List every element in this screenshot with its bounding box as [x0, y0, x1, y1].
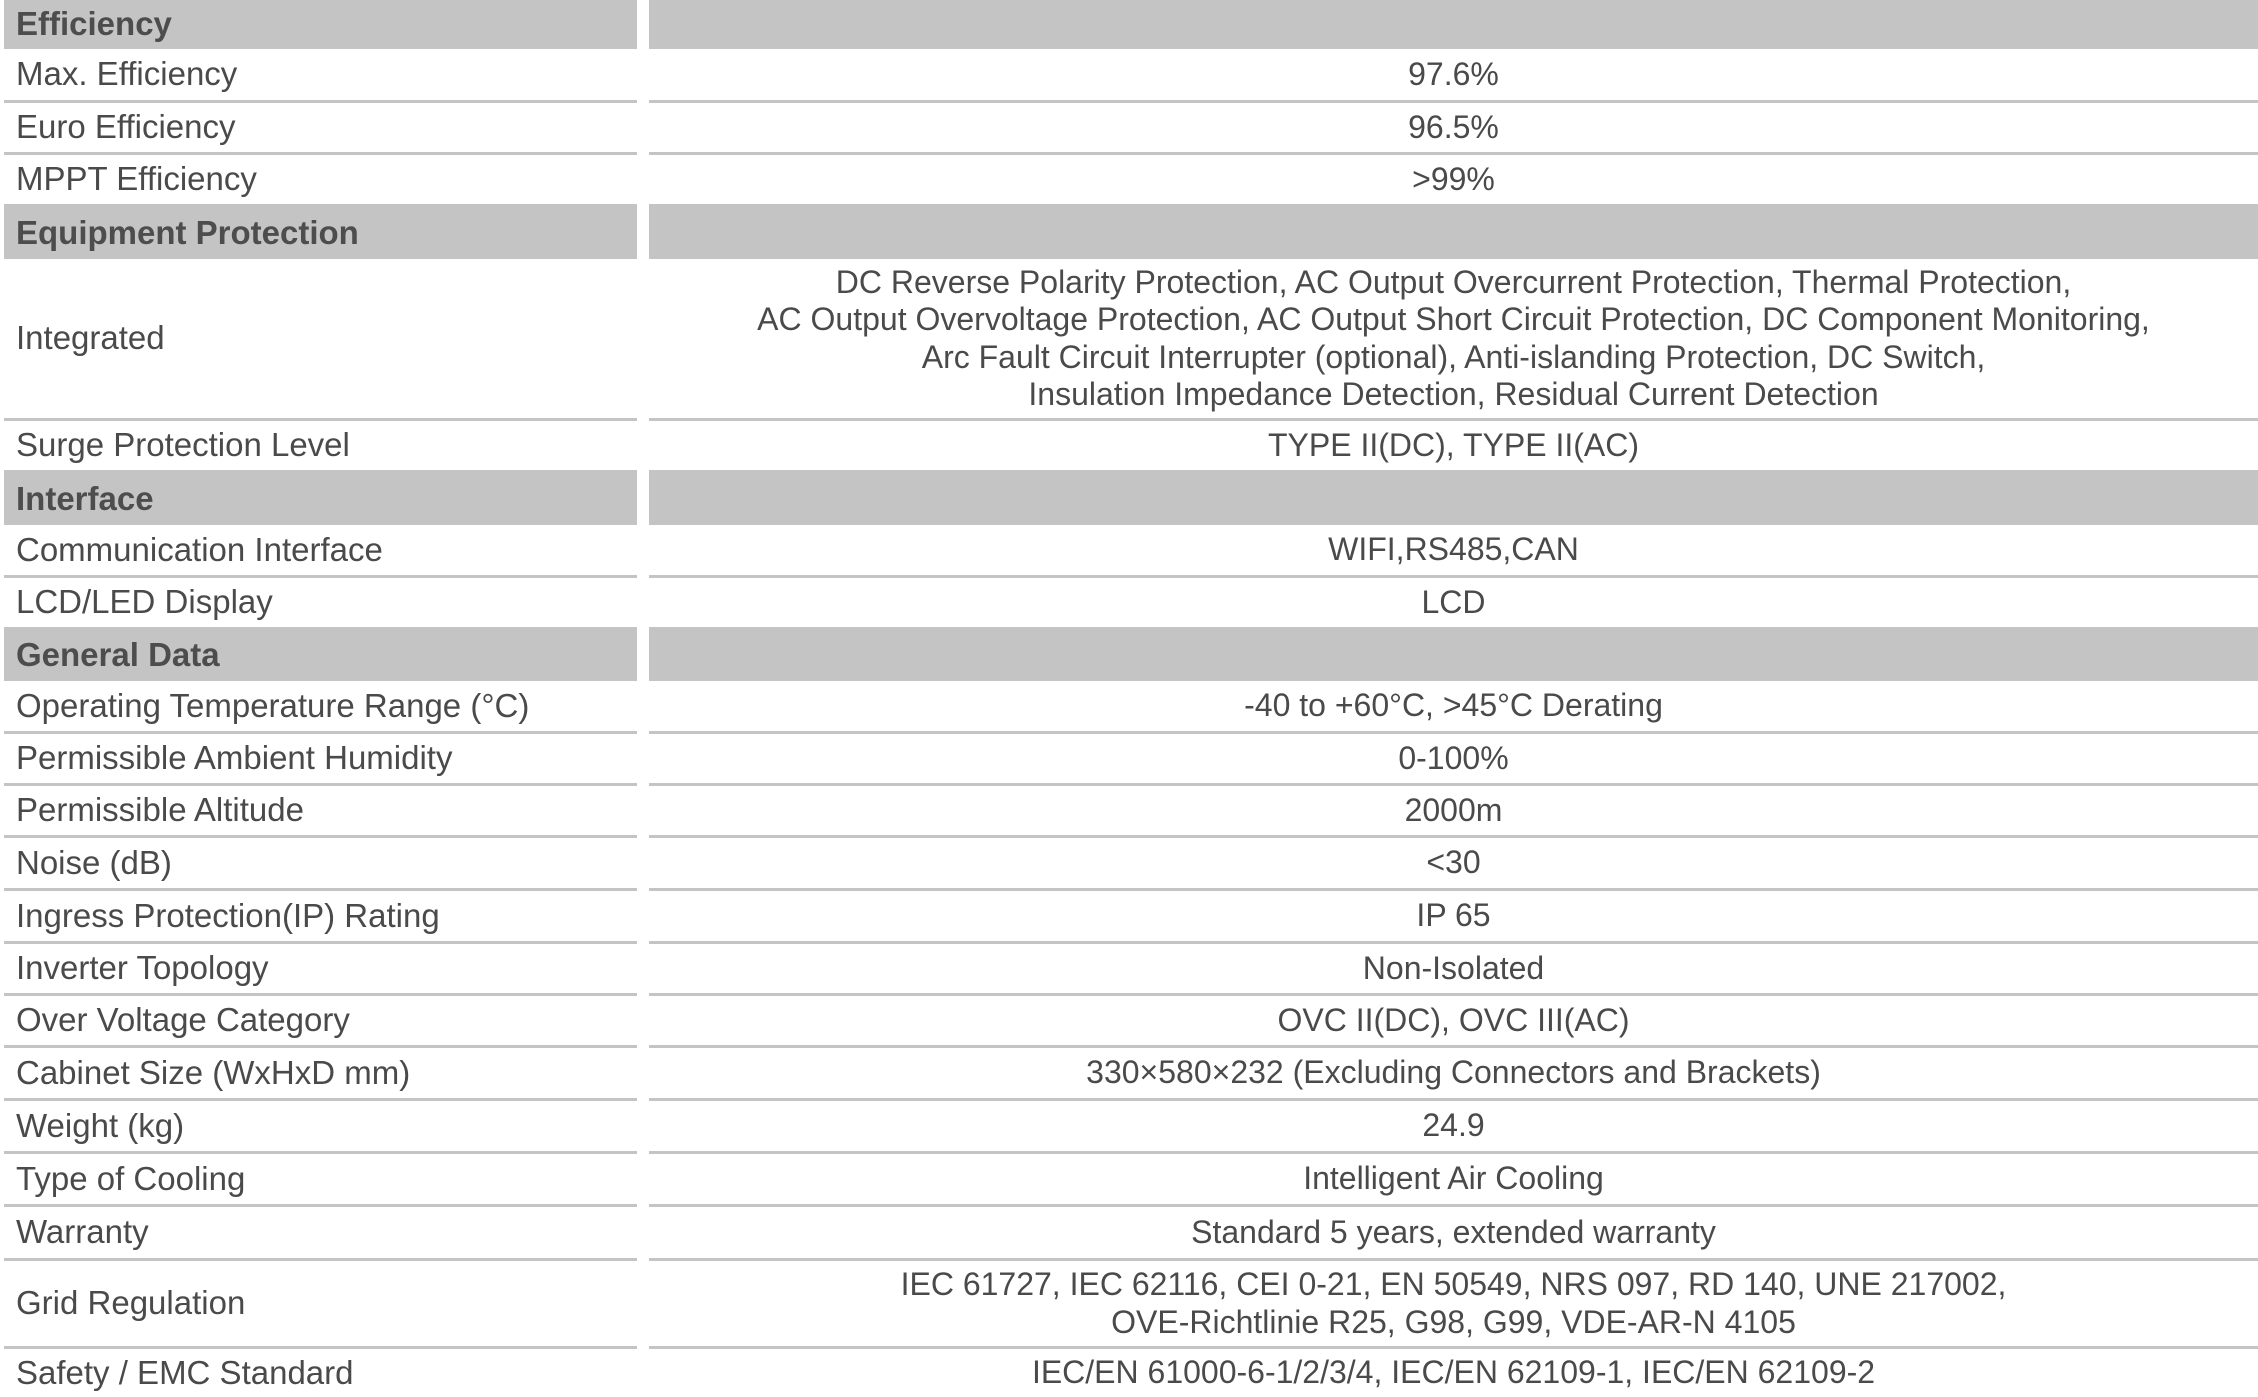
row-label: Integrated: [4, 259, 637, 421]
table-row-communication-interface: [0, 525, 2258, 578]
value-line: DC Reverse Polarity Protection, AC Output Overcurrent Protection, Thermal Protection,: [835, 264, 2072, 301]
value-line: Insulation Impedance Detection, Residual Current Detection: [1028, 375, 1879, 412]
row-label: Max. Efficiency: [4, 49, 637, 103]
table-row-euro-efficiency: [0, 103, 2258, 155]
section-header-interface: [0, 473, 2258, 525]
table-row-cooling: [0, 1154, 2258, 1207]
table-row-cabinet-size: [0, 1048, 2258, 1101]
table-row-humidity: [0, 734, 2258, 786]
section-title: Efficiency: [4, 0, 637, 49]
row-label: Ingress Protection(IP) Rating: [4, 891, 637, 944]
section-header-fill: [649, 0, 2258, 49]
row-value: Non-Isolated: [649, 944, 2258, 996]
row-value: <30: [649, 838, 2258, 891]
table-row-altitude: [0, 786, 2258, 838]
row-label: Type of Cooling: [4, 1154, 637, 1207]
table-row-topology: [0, 944, 2258, 996]
row-label: Permissible Ambient Humidity: [4, 734, 637, 786]
row-label: Surge Protection Level: [4, 421, 637, 473]
row-value: [649, 1261, 2258, 1349]
row-value: 96.5%: [649, 103, 2258, 155]
row-value: >99%: [649, 155, 2258, 207]
row-label: Grid Regulation: [4, 1261, 637, 1349]
section-header-fill: [649, 473, 2258, 525]
table-row-warranty: [0, 1207, 2258, 1261]
section-title: Equipment Protection: [4, 207, 637, 259]
row-value: 24.9: [649, 1101, 2258, 1154]
table-row-noise: [0, 838, 2258, 891]
row-label: Over Voltage Category: [4, 996, 637, 1048]
row-value: TYPE II(DC), TYPE II(AC): [649, 421, 2258, 473]
row-value: IP 65: [649, 891, 2258, 944]
row-value: -40 to +60°C, >45°C Derating: [649, 681, 2258, 734]
row-label: Permissible Altitude: [4, 786, 637, 838]
value-line: AC Output Overvoltage Protection, AC Output Short Circuit Protection, DC Component Monitoring,: [757, 301, 2150, 338]
table-row-operating-temperature: [0, 681, 2258, 734]
section-header-fill: [649, 207, 2258, 259]
value-line: IEC 61727, IEC 62116, CEI 0-21, EN 50549, NRS 097, RD 140, UNE 217002,: [900, 1266, 2007, 1303]
row-label: Euro Efficiency: [4, 103, 637, 155]
table-row-over-voltage-category: [0, 996, 2258, 1048]
table-row-safety-emc: [0, 1349, 2258, 1397]
section-header-efficiency: [0, 0, 2258, 49]
value-line: Arc Fault Circuit Interrupter (optional), Anti-islanding Protection, DC Switch,: [921, 338, 1986, 375]
row-value: 0-100%: [649, 734, 2258, 786]
row-value: Standard 5 years, extended warranty: [649, 1207, 2258, 1261]
row-label: Cabinet Size (WxHxD mm): [4, 1048, 637, 1101]
section-header-fill: [649, 630, 2258, 681]
row-label: Noise (dB): [4, 838, 637, 891]
section-title: Interface: [4, 473, 637, 525]
row-label: Operating Temperature Range (°C): [4, 681, 637, 734]
row-label: Safety / EMC Standard: [16, 1353, 354, 1391]
row-label: LCD/LED Display: [4, 578, 637, 630]
row-label: Warranty: [4, 1207, 637, 1261]
row-value: 330×580×232 (Excluding Connectors and Brackets): [649, 1048, 2258, 1101]
table-row-surge-protection: [0, 421, 2258, 473]
table-row-display: [0, 578, 2258, 630]
row-value: WIFI,RS485,CAN: [649, 525, 2258, 578]
table-row-weight: [0, 1101, 2258, 1154]
section-header-general-data: [0, 630, 2258, 681]
table-row-mppt-efficiency: [0, 155, 2258, 207]
row-value: Intelligent Air Cooling: [649, 1154, 2258, 1207]
section-header-equipment-protection: [0, 207, 2258, 259]
table-row-ip-rating: [0, 891, 2258, 944]
row-value: OVC II(DC), OVC III(AC): [649, 996, 2258, 1048]
section-title: General Data: [4, 630, 637, 681]
row-label: Inverter Topology: [4, 944, 637, 996]
row-label: Weight (kg): [4, 1101, 637, 1154]
row-value: 2000m: [649, 786, 2258, 838]
table-row-grid-regulation: [0, 1261, 2258, 1349]
row-value: [649, 259, 2258, 421]
table-row-integrated: [0, 259, 2258, 421]
row-label: MPPT Efficiency: [4, 155, 637, 207]
row-value: IEC/EN 61000-6-1/2/3/4, IEC/EN 62109-1, IEC/EN 62109-2: [1031, 1354, 1876, 1391]
value-line: OVE-Richtlinie R25, G98, G99, VDE-AR-N 4105: [1111, 1303, 1796, 1340]
table-row-max-efficiency: [0, 49, 2258, 103]
row-label: Communication Interface: [4, 525, 637, 578]
row-value: 97.6%: [649, 49, 2258, 103]
row-value: LCD: [649, 578, 2258, 630]
